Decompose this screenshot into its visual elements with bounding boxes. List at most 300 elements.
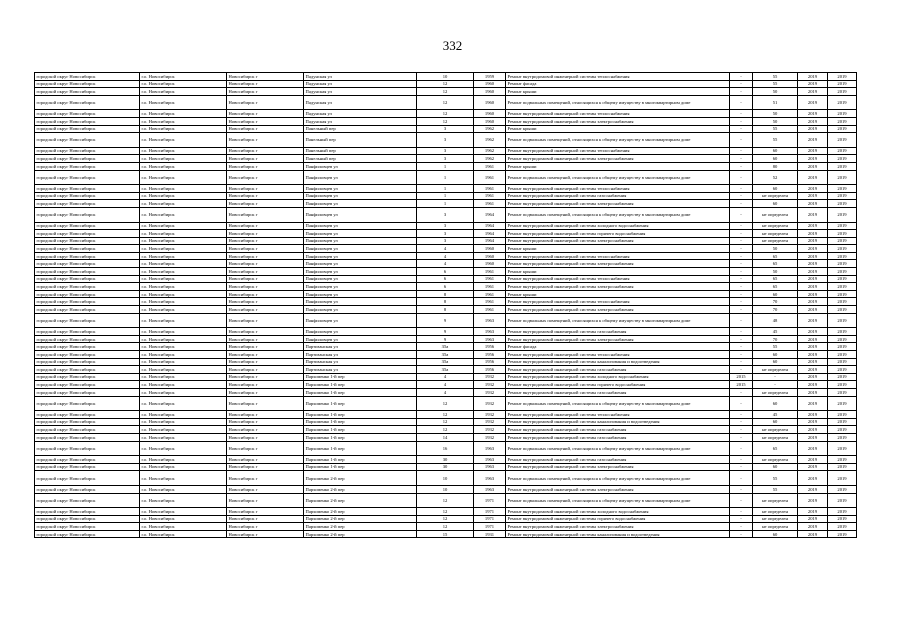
last-repair-year-cell: - — [730, 515, 753, 523]
build-year-cell: 1932 — [474, 396, 506, 411]
city-cell: Новосибирск г — [227, 335, 304, 343]
city-cell: Новосибирск г — [227, 485, 304, 493]
street-cell: Пархоменко 2-й пер — [304, 485, 417, 493]
city-cell: Новосибирск г — [227, 133, 304, 148]
house-number-cell: 6 — [417, 268, 474, 276]
table-row — [35, 298, 857, 306]
build-year-cell: 1963 — [474, 456, 506, 464]
last-repair-year-cell: - — [730, 222, 753, 230]
house-number-cell: 1 — [417, 192, 474, 200]
house-number-cell: 9 — [417, 328, 474, 336]
plan-year-start-cell: 2019 — [798, 418, 828, 426]
plan-year-start-cell: 2019 — [798, 515, 828, 523]
plan-year-start-cell: 2019 — [798, 162, 828, 170]
street-cell: Панфиловцев ул — [304, 230, 417, 238]
work-type-cell: Ремонт подвальных помещений, относящихся к общему имуществу в многоквартирном доме — [506, 313, 730, 328]
work-type-cell: Ремонт подвальных помещений, относящихся к общему имуществу в многоквартирном доме — [506, 441, 730, 456]
wear-percent-cell: 52 — [753, 170, 798, 185]
district-cell: г.о. Новосибирск — [140, 335, 227, 343]
plan-year-end-cell: 2019 — [828, 418, 857, 426]
district-cell: г.о. Новосибирск — [140, 366, 227, 374]
house-number-cell: 35а — [417, 343, 474, 351]
work-type-cell: Ремонт внутридомовой инженерной системы канализования и водоотведения — [506, 530, 730, 538]
work-type-cell: Ремонт подвальных помещений, относящихся к общему имуществу в многоквартирном доме — [506, 133, 730, 148]
table-row — [35, 88, 857, 96]
house-number-cell: 4 — [417, 373, 474, 381]
table-row — [35, 147, 857, 155]
table-row — [35, 245, 857, 253]
street-cell: Панфиловцев ул — [304, 335, 417, 343]
plan-year-start-cell: 2019 — [798, 125, 828, 133]
house-number-cell: 12 — [417, 80, 474, 88]
plan-year-end-cell: 2019 — [828, 207, 857, 222]
plan-year-end-cell: 2019 — [828, 268, 857, 276]
work-type-cell: Ремонт подвальных помещений, относящихся к общему имуществу в многоквартирном доме — [506, 170, 730, 185]
municipality-cell: городской округ Новосибирск — [35, 343, 140, 351]
work-type-cell: Ремонт подвальных помещений, относящихся к общему имуществу в многоквартирном доме — [506, 493, 730, 508]
district-cell: г.о. Новосибирск — [140, 80, 227, 88]
last-repair-year-cell: 2015 — [730, 381, 753, 389]
house-number-cell: 35а — [417, 351, 474, 359]
plan-year-start-cell: 2019 — [798, 313, 828, 328]
last-repair-year-cell: - — [730, 155, 753, 163]
last-repair-year-cell: - — [730, 200, 753, 208]
plan-year-end-cell: 2019 — [828, 306, 857, 314]
table-row — [35, 95, 857, 110]
house-number-cell: 3 — [417, 155, 474, 163]
plan-year-start-cell: 2019 — [798, 275, 828, 283]
district-cell: г.о. Новосибирск — [140, 283, 227, 291]
district-cell: г.о. Новосибирск — [140, 170, 227, 185]
wear-percent-cell: 60 — [753, 185, 798, 193]
wear-percent-cell: - — [753, 373, 798, 381]
wear-percent-cell: не определен — [753, 192, 798, 200]
wear-percent-cell: 55 — [753, 73, 798, 81]
municipality-cell: городской округ Новосибирск — [35, 283, 140, 291]
table-row — [35, 260, 857, 268]
street-cell: Пархоменко 1-й пер — [304, 418, 417, 426]
house-number-cell: 12 — [417, 396, 474, 411]
plan-year-end-cell: 2019 — [828, 388, 857, 396]
last-repair-year-cell: - — [730, 418, 753, 426]
municipality-cell: городской округ Новосибирск — [35, 328, 140, 336]
work-type-cell: Ремонт внутридомовой инженерной системы газоснабжения — [506, 366, 730, 374]
district-cell: г.о. Новосибирск — [140, 162, 227, 170]
work-type-cell: Ремонт внутридомовой инженерной системы газоснабжения — [506, 388, 730, 396]
plan-year-end-cell: 2019 — [828, 230, 857, 238]
district-cell: г.о. Новосибирск — [140, 388, 227, 396]
municipality-cell: городской округ Новосибирск — [35, 433, 140, 441]
last-repair-year-cell: - — [730, 290, 753, 298]
plan-year-end-cell: 2019 — [828, 508, 857, 516]
plan-year-end-cell: 2019 — [828, 73, 857, 81]
last-repair-year-cell: - — [730, 441, 753, 456]
last-repair-year-cell: - — [730, 95, 753, 110]
plan-year-end-cell: 2019 — [828, 88, 857, 96]
build-year-cell: 1932 — [474, 426, 506, 434]
wear-percent-cell: 50 — [753, 245, 798, 253]
build-year-cell: 1962 — [474, 155, 506, 163]
street-cell: Партизанская ул — [304, 351, 417, 359]
city-cell: Новосибирск г — [227, 222, 304, 230]
table-row — [35, 441, 857, 456]
plan-year-start-cell: 2019 — [798, 426, 828, 434]
plan-year-start-cell: 2019 — [798, 396, 828, 411]
work-type-cell: Ремонт внутридомовой инженерной системы холодного водоснабжения — [506, 222, 730, 230]
wear-percent-cell: 65 — [753, 283, 798, 291]
last-repair-year-cell: - — [730, 388, 753, 396]
street-cell: Панельный пер — [304, 125, 417, 133]
plan-year-end-cell: 2019 — [828, 170, 857, 185]
municipality-cell: городской округ Новосибирск — [35, 200, 140, 208]
district-cell: г.о. Новосибирск — [140, 515, 227, 523]
table-row — [35, 117, 857, 125]
street-cell: Панельный пер — [304, 147, 417, 155]
plan-year-start-cell: 2019 — [798, 463, 828, 471]
house-number-cell: 12 — [417, 88, 474, 96]
last-repair-year-cell: - — [730, 268, 753, 276]
municipality-cell: городской округ Новосибирск — [35, 245, 140, 253]
municipality-cell: городской округ Новосибирск — [35, 117, 140, 125]
table-row — [35, 162, 857, 170]
build-year-cell: 1960 — [474, 252, 506, 260]
last-repair-year-cell: - — [730, 275, 753, 283]
wear-percent-cell: не определен — [753, 508, 798, 516]
district-cell: г.о. Новосибирск — [140, 306, 227, 314]
district-cell: г.о. Новосибирск — [140, 463, 227, 471]
work-type-cell: Ремонт крыши — [506, 125, 730, 133]
city-cell: Новосибирск г — [227, 185, 304, 193]
district-cell: г.о. Новосибирск — [140, 523, 227, 531]
table-row — [35, 290, 857, 298]
plan-year-end-cell: 2019 — [828, 463, 857, 471]
wear-percent-cell: 60 — [753, 396, 798, 411]
last-repair-year-cell: - — [730, 313, 753, 328]
plan-year-start-cell: 2019 — [798, 485, 828, 493]
wear-percent-cell: 50 — [753, 268, 798, 276]
wear-percent-cell: 48 — [753, 313, 798, 328]
work-type-cell: Ремонт внутридомовой инженерной системы канализования и водоотведения — [506, 418, 730, 426]
plan-year-end-cell: 2019 — [828, 471, 857, 486]
city-cell: Новосибирск г — [227, 110, 304, 118]
plan-year-start-cell: 2019 — [798, 335, 828, 343]
table-row — [35, 381, 857, 389]
house-number-cell: 12 — [417, 110, 474, 118]
plan-year-end-cell: 2019 — [828, 117, 857, 125]
build-year-cell: 1956 — [474, 358, 506, 366]
municipality-cell: городской округ Новосибирск — [35, 358, 140, 366]
build-year-cell: 1961 — [474, 185, 506, 193]
city-cell: Новосибирск г — [227, 283, 304, 291]
build-year-cell: 1956 — [474, 351, 506, 359]
street-cell: Панфиловцев ул — [304, 252, 417, 260]
table-row — [35, 207, 857, 222]
table-row — [35, 237, 857, 245]
plan-year-start-cell: 2019 — [798, 523, 828, 531]
district-cell: г.о. Новосибирск — [140, 252, 227, 260]
district-cell: г.о. Новосибирск — [140, 373, 227, 381]
city-cell: Новосибирск г — [227, 147, 304, 155]
plan-year-start-cell: 2019 — [798, 237, 828, 245]
district-cell: г.о. Новосибирск — [140, 95, 227, 110]
street-cell: Падунская ул — [304, 117, 417, 125]
work-type-cell: Ремонт внутридомовой инженерной системы электроснабжения — [506, 523, 730, 531]
plan-year-end-cell: 2019 — [828, 351, 857, 359]
district-cell: г.о. Новосибирск — [140, 237, 227, 245]
district-cell: г.о. Новосибирск — [140, 268, 227, 276]
wear-percent-cell: 60 — [753, 351, 798, 359]
city-cell: Новосибирск г — [227, 162, 304, 170]
street-cell: Панфиловцев ул — [304, 245, 417, 253]
plan-year-start-cell: 2019 — [798, 530, 828, 538]
wear-percent-cell: 60 — [753, 200, 798, 208]
last-repair-year-cell: - — [730, 192, 753, 200]
street-cell: Пархоменко 1-й пер — [304, 441, 417, 456]
table-row — [35, 306, 857, 314]
last-repair-year-cell: - — [730, 147, 753, 155]
work-type-cell: Ремонт внутридомовой инженерной системы электроснабжения — [506, 335, 730, 343]
last-repair-year-cell: - — [730, 343, 753, 351]
house-number-cell: 9 — [417, 313, 474, 328]
house-number-cell: 16 — [417, 441, 474, 456]
last-repair-year-cell: - — [730, 237, 753, 245]
street-cell: Панфиловцев ул — [304, 298, 417, 306]
table-row — [35, 343, 857, 351]
street-cell: Панфиловцев ул — [304, 283, 417, 291]
municipality-cell: городской округ Новосибирск — [35, 463, 140, 471]
street-cell: Панфиловцев ул — [304, 237, 417, 245]
street-cell: Партизанская ул — [304, 343, 417, 351]
street-cell: Пархоменко 1-й пер — [304, 463, 417, 471]
table-row — [35, 328, 857, 336]
build-year-cell: 1932 — [474, 411, 506, 419]
table-row — [35, 373, 857, 381]
municipality-cell: городской округ Новосибирск — [35, 351, 140, 359]
build-year-cell: 1963 — [474, 313, 506, 328]
city-cell: Новосибирск г — [227, 192, 304, 200]
last-repair-year-cell: - — [730, 411, 753, 419]
plan-year-end-cell: 2019 — [828, 125, 857, 133]
wear-percent-cell: 65 — [753, 275, 798, 283]
build-year-cell: 1961 — [474, 170, 506, 185]
wear-percent-cell: не определен — [753, 456, 798, 464]
build-year-cell: 1964 — [474, 230, 506, 238]
work-type-cell: Ремонт крыши — [506, 88, 730, 96]
work-type-cell: Ремонт крыши — [506, 290, 730, 298]
city-cell: Новосибирск г — [227, 515, 304, 523]
house-number-cell: 12 — [417, 418, 474, 426]
street-cell: Падунская ул — [304, 88, 417, 96]
street-cell: Панфиловцев ул — [304, 260, 417, 268]
street-cell: Пархоменко 1-й пер — [304, 396, 417, 411]
municipality-cell: городской округ Новосибирск — [35, 230, 140, 238]
plan-year-start-cell: 2019 — [798, 268, 828, 276]
table-row — [35, 170, 857, 185]
table-row — [35, 268, 857, 276]
house-number-cell: 1 — [417, 162, 474, 170]
house-number-cell: 12 — [417, 117, 474, 125]
last-repair-year-cell: - — [730, 493, 753, 508]
district-cell: г.о. Новосибирск — [140, 351, 227, 359]
municipality-cell: городской округ Новосибирск — [35, 471, 140, 486]
plan-year-start-cell: 2019 — [798, 366, 828, 374]
municipality-cell: городской округ Новосибирск — [35, 252, 140, 260]
city-cell: Новосибирск г — [227, 441, 304, 456]
street-cell: Пархоменко 2-й пер — [304, 493, 417, 508]
district-cell: г.о. Новосибирск — [140, 485, 227, 493]
last-repair-year-cell: - — [730, 185, 753, 193]
build-year-cell: 1971 — [474, 508, 506, 516]
city-cell: Новосибирск г — [227, 245, 304, 253]
street-cell: Пархоменко 1-й пер — [304, 388, 417, 396]
wear-percent-cell: 50 — [753, 110, 798, 118]
house-number-cell: 3 — [417, 133, 474, 148]
table-row — [35, 335, 857, 343]
wear-percent-cell: не определен — [753, 493, 798, 508]
wear-percent-cell: 45 — [753, 328, 798, 336]
house-number-cell: 4 — [417, 381, 474, 389]
district-cell: г.о. Новосибирск — [140, 155, 227, 163]
city-cell: Новосибирск г — [227, 155, 304, 163]
street-cell: Пархоменко 1-й пер — [304, 373, 417, 381]
work-type-cell: Ремонт внутридомовой инженерной системы электроснабжения — [506, 200, 730, 208]
plan-year-end-cell: 2019 — [828, 283, 857, 291]
plan-year-end-cell: 2019 — [828, 358, 857, 366]
city-cell: Новосибирск г — [227, 388, 304, 396]
district-cell: г.о. Новосибирск — [140, 530, 227, 538]
build-year-cell: 1961 — [474, 283, 506, 291]
plan-year-end-cell: 2019 — [828, 396, 857, 411]
street-cell: Панельный пер — [304, 133, 417, 148]
work-type-cell: Ремонт внутридомовой инженерной системы электроснабжения — [506, 306, 730, 314]
municipality-cell: городской округ Новосибирск — [35, 162, 140, 170]
plan-year-start-cell: 2019 — [798, 441, 828, 456]
city-cell: Новосибирск г — [227, 170, 304, 185]
district-cell: г.о. Новосибирск — [140, 110, 227, 118]
last-repair-year-cell: - — [730, 328, 753, 336]
work-type-cell: Ремонт внутридомовой инженерной системы теплоснабжения — [506, 298, 730, 306]
city-cell: Новосибирск г — [227, 207, 304, 222]
municipality-cell: городской округ Новосибирск — [35, 110, 140, 118]
plan-year-end-cell: 2019 — [828, 485, 857, 493]
municipality-cell: городской округ Новосибирск — [35, 366, 140, 374]
municipality-cell: городской округ Новосибирск — [35, 147, 140, 155]
city-cell: Новосибирск г — [227, 237, 304, 245]
table-row — [35, 433, 857, 441]
plan-year-end-cell: 2019 — [828, 110, 857, 118]
build-year-cell: 1932 — [474, 373, 506, 381]
district-cell: г.о. Новосибирск — [140, 192, 227, 200]
last-repair-year-cell: - — [730, 298, 753, 306]
city-cell: Новосибирск г — [227, 298, 304, 306]
plan-year-end-cell: 2019 — [828, 192, 857, 200]
plan-year-start-cell: 2019 — [798, 192, 828, 200]
build-year-cell: 1932 — [474, 381, 506, 389]
district-cell: г.о. Новосибирск — [140, 433, 227, 441]
municipality-cell: городской округ Новосибирск — [35, 441, 140, 456]
table-row — [35, 252, 857, 260]
plan-year-end-cell: 2019 — [828, 530, 857, 538]
street-cell: Пархоменко 1-й пер — [304, 411, 417, 419]
house-number-cell: 4 — [417, 245, 474, 253]
table-row — [35, 463, 857, 471]
work-type-cell: Ремонт подвальных помещений, относящихся к общему имуществу в многоквартирном доме — [506, 95, 730, 110]
last-repair-year-cell: - — [730, 260, 753, 268]
district-cell: г.о. Новосибирск — [140, 313, 227, 328]
plan-year-end-cell: 2019 — [828, 493, 857, 508]
build-year-cell: 1961 — [474, 268, 506, 276]
work-type-cell: Ремонт подвальных помещений, относящихся к общему имуществу в многоквартирном доме — [506, 471, 730, 486]
plan-year-start-cell: 2019 — [798, 433, 828, 441]
table-row — [35, 388, 857, 396]
municipality-cell: городской округ Новосибирск — [35, 237, 140, 245]
district-cell: г.о. Новосибирск — [140, 133, 227, 148]
plan-year-start-cell: 2019 — [798, 298, 828, 306]
last-repair-year-cell: - — [730, 133, 753, 148]
house-number-cell: 10 — [417, 471, 474, 486]
last-repair-year-cell: 2015 — [730, 373, 753, 381]
street-cell: Падунская ул — [304, 73, 417, 81]
last-repair-year-cell: - — [730, 230, 753, 238]
table-row — [35, 508, 857, 516]
wear-percent-cell: 80 — [753, 162, 798, 170]
house-number-cell: 8 — [417, 290, 474, 298]
district-cell: г.о. Новосибирск — [140, 508, 227, 516]
wear-percent-cell: 55 — [753, 133, 798, 148]
table-row — [35, 358, 857, 366]
plan-year-end-cell: 2019 — [828, 162, 857, 170]
street-cell: Панфиловцев ул — [304, 306, 417, 314]
build-year-cell: 1932 — [474, 433, 506, 441]
municipality-cell: городской округ Новосибирск — [35, 313, 140, 328]
work-type-cell: Ремонт внутридомовой инженерной системы горячего водоснабжения — [506, 381, 730, 389]
city-cell: Новосибирск г — [227, 313, 304, 328]
municipality-cell: городской округ Новосибирск — [35, 373, 140, 381]
district-cell: г.о. Новосибирск — [140, 471, 227, 486]
wear-percent-cell: 55 — [753, 80, 798, 88]
wear-percent-cell: 55 — [753, 485, 798, 493]
municipality-cell: городской округ Новосибирск — [35, 170, 140, 185]
wear-percent-cell: 70 — [753, 335, 798, 343]
work-type-cell: Ремонт подвальных помещений, относящихся к общему имуществу в многоквартирном доме — [506, 396, 730, 411]
table-row — [35, 110, 857, 118]
table-row — [35, 523, 857, 531]
house-number-cell: 3 — [417, 230, 474, 238]
build-year-cell: 1962 — [474, 147, 506, 155]
house-number-cell: 12 — [417, 95, 474, 110]
district-cell: г.о. Новосибирск — [140, 260, 227, 268]
build-year-cell: 1960 — [474, 245, 506, 253]
municipality-cell: городской округ Новосибирск — [35, 222, 140, 230]
plan-year-start-cell: 2019 — [798, 493, 828, 508]
city-cell: Новосибирск г — [227, 373, 304, 381]
house-number-cell: 35а — [417, 366, 474, 374]
plan-year-start-cell: 2019 — [798, 73, 828, 81]
street-cell: Панфиловцев ул — [304, 328, 417, 336]
work-type-cell: Ремонт подвальных помещений, относящихся к общему имуществу в многоквартирном доме — [506, 207, 730, 222]
table-row — [35, 125, 857, 133]
city-cell: Новосибирск г — [227, 411, 304, 419]
street-cell: Пархоменко 1-й пер — [304, 456, 417, 464]
municipality-cell: городской округ Новосибирск — [35, 275, 140, 283]
last-repair-year-cell: - — [730, 73, 753, 81]
last-repair-year-cell: - — [730, 471, 753, 486]
city-cell: Новосибирск г — [227, 351, 304, 359]
build-year-cell: 1961 — [474, 275, 506, 283]
table-row — [35, 230, 857, 238]
house-number-cell: 10 — [417, 73, 474, 81]
wear-percent-cell: не определен — [753, 207, 798, 222]
